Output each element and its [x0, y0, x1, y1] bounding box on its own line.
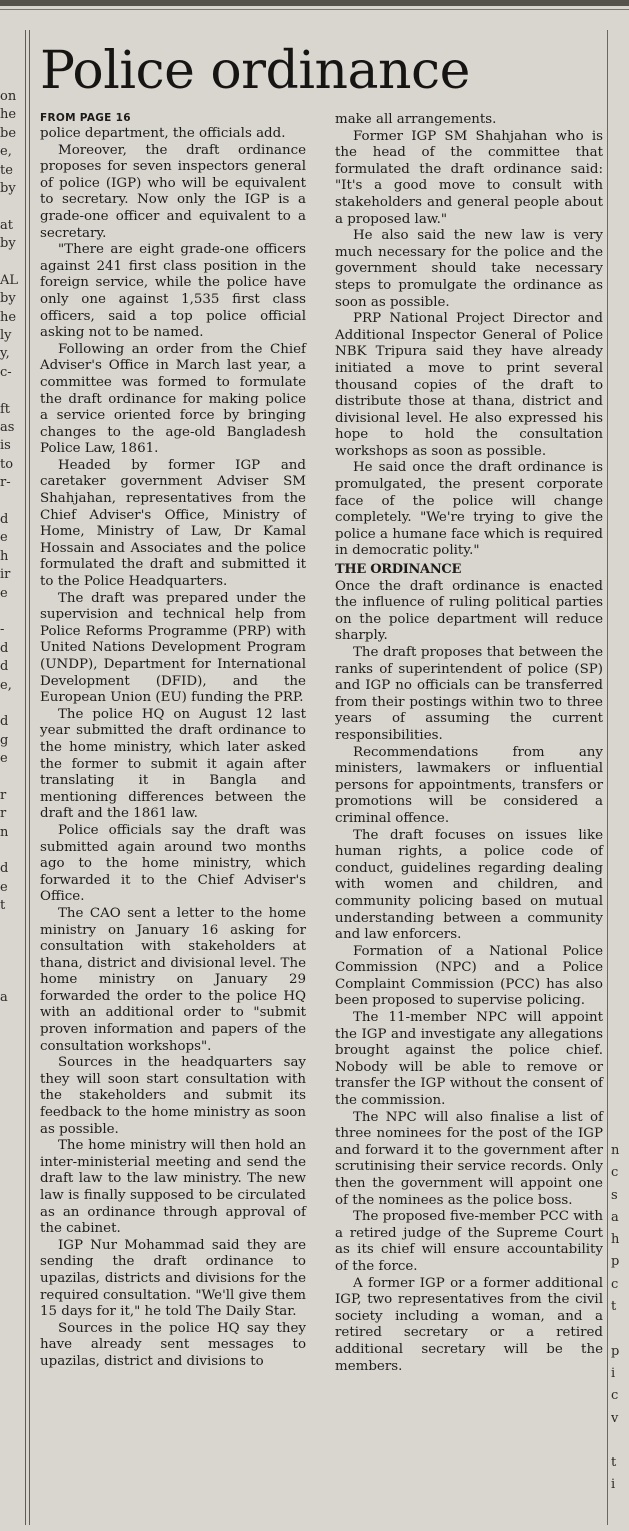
clipped-text-fragment: ir [0, 567, 11, 583]
clipped-text-fragment [0, 198, 20, 216]
clipped-text-fragment: i [611, 1365, 616, 1381]
clipped-text-fragment: y, [0, 346, 10, 362]
clipped-text-fragment [0, 254, 20, 272]
clipped-text-fragment: t [611, 1455, 617, 1471]
clipped-text-fragment: v [611, 1410, 619, 1426]
column-1-paragraphs [40, 126, 306, 1371]
article-paragraph: The 11-member NPC will appoint the IGP and investigate any allegations brought against the police chief. Nobody will be able to remove or transfer the IGP without the consent of the commission. [335, 1010, 603, 1109]
article-paragraph: "There are eight grade-one officers against 241 first class position in the foreign service, while the police have only one against 1,535 first class officers, said a top police official asking not to be named. [40, 242, 306, 341]
clipped-text-fragment: at [0, 217, 13, 233]
clipped-text-fragment: e, [0, 144, 12, 160]
column-divider-left-inner [29, 30, 30, 1525]
article-paragraph: Formation of a National Police Commission (NPC) and a Police Complaint Commission (PCC) has also been proposed to supervise policing. [335, 943, 603, 1009]
clipped-text-fragment: d [0, 659, 9, 675]
clipped-text-fragment: e [0, 751, 8, 767]
clipped-text-fragment [0, 842, 20, 860]
column-divider-right [607, 30, 608, 1525]
article-paragraph: Moreover, the draft ordinance proposes for seven inspectors general of police (IGP) who will be equivalent to secretary. Now only the IGP is a grade-one officer and equivalent to a secretary. [40, 142, 306, 241]
article-paragraph: He said once the draft ordinance is promulgated, the present corporate face of the police will change completely. "We're trying to give the police a humane face which is required in democratic polity." [335, 460, 603, 559]
adjacent-column-fragment-left [0, 88, 20, 1008]
clipped-text-fragment: e [0, 530, 8, 546]
article-paragraph: police department, the officials add. [40, 126, 286, 141]
clipped-text-fragment [0, 971, 20, 989]
clipped-text-fragment [0, 603, 20, 621]
clipped-text-fragment: by [0, 291, 16, 307]
clipped-text-fragment: d [0, 714, 9, 730]
clipped-text-fragment: r [0, 787, 7, 803]
clipped-text-fragment: c [611, 1276, 619, 1292]
top-thin-rule [0, 9, 629, 10]
article-paragraph: PRP National Project Director and Additional Inspector General of Police NBK Tripura said they have already initiated a move to print several thousand copies of the draft to distribute those at thana, district and divisional level. He also expressed his hope to hold the consultation workshops as soon as possible. [335, 311, 603, 459]
clipped-text-fragment: c [611, 1388, 619, 1404]
article-paragraph: The NPC will also finalise a list of three nominees for the post of the IGP and forward it to the government after scrutinising their service records. Only then the government will appoint one of the nominees as the police boss. [335, 1109, 603, 1208]
clipped-text-fragment: s [611, 1187, 618, 1203]
article-headline: Police ordinance [40, 41, 470, 101]
clipped-text-fragment: t [0, 898, 6, 914]
clipped-text-fragment [0, 695, 20, 713]
article-paragraph: Recommendations from any ministers, lawmakers or influential persons for appointments, transfers or promotions will be considered a criminal offence. [335, 744, 603, 826]
article-paragraph: Sources in the police HQ say they have already sent messages to upazilas, district and divisions to [40, 1320, 306, 1369]
clipped-text-fragment: d [0, 861, 9, 877]
article-paragraph: The home ministry will then hold an inter-ministerial meeting and send the draft law to the law ministry. The new law is finally supposed to be circulated as an ordinance through approval of the cabinet. [40, 1138, 306, 1237]
clipped-text-fragment: he [0, 107, 17, 123]
clipped-text-fragment [611, 1430, 629, 1452]
column-divider-left [25, 30, 26, 1525]
article-paragraph: Headed by former IGP and caretaker government Adviser SM Shahjahan, representatives from the Chief Adviser's Office, Ministry of Home, Ministry of Law, Dr Kamal Hossain and Associates and the police formulated the draft and submitted it to the Police Headquarters. [40, 457, 306, 590]
clipped-text-fragment [0, 916, 20, 934]
article-paragraph: Police officials say the draft was submitted again around two months ago to the home ministry, which forwarded it to the Chief Adviser's Office. [40, 822, 306, 905]
article-paragraph: The police HQ on August 12 last year submitted the draft ordinance to the home ministry, which later asked the former to submit it again after translating it in Bangla and mentioning differences between the draft and the 1861 law. [40, 706, 306, 822]
article-paragraph: Former IGP SM Shahjahan who is the head of the committee that formulated the draft ordinance said: "It's a good move to consult with stakeholders and general people about a proposed law." [335, 128, 603, 227]
clipped-text-fragment: c- [0, 364, 12, 380]
clipped-text-fragment: r- [0, 475, 11, 491]
clipped-text-fragment: on [0, 89, 17, 104]
article-column-1 [40, 112, 306, 1371]
article-column-2 [335, 112, 603, 1375]
jump-line-from-page: FROM PAGE 16 [40, 112, 131, 124]
clipped-text-fragment: te [0, 162, 13, 178]
article-paragraph: The draft focuses on issues like human rights, a police code of conduct, guidelines regarding dealing with women and children, and community policing based on mutual understanding between a community and law enforcers. [335, 827, 603, 943]
clipped-text-fragment: is [0, 438, 11, 454]
clipped-text-fragment: AL [0, 272, 19, 288]
clipped-text-fragment: a [611, 1209, 619, 1225]
clipped-text-fragment: p [611, 1343, 620, 1359]
clipped-text-fragment: c [611, 1165, 619, 1181]
column-2-paragraphs-top [335, 112, 603, 560]
clipped-text-fragment: e, [0, 677, 12, 693]
article-paragraph: make all arrangements. [335, 112, 497, 127]
clipped-text-fragment [0, 493, 20, 511]
clipped-text-fragment [0, 768, 20, 786]
article-paragraph: IGP Nur Mohammad said they are sending the draft ordinance to upazilas, districts and divisions for the required consultation. "We'll give them 15 days for it," he told The Daily Star. [40, 1237, 306, 1320]
article-paragraph: Following an order from the Chief Adviser's Office in March last year, a committee was formed to formulate the draft ordinance for making police a service oriented force by bringing changes to the age-old Bangladesh Police Law, 1861. [40, 341, 306, 457]
clipped-text-fragment: d [0, 511, 9, 527]
clipped-text-fragment [0, 952, 20, 970]
clipped-text-fragment: e [0, 879, 8, 895]
article-paragraph: The CAO sent a letter to the home ministry on January 16 asking for consultation with stakeholders at thana, district and divisional level. The home ministry on January 29 forwarded the order to the police HQ with an additional order to "submit proven information and papers of the consultation workshops". [40, 905, 306, 1054]
clipped-text-fragment: - [0, 622, 5, 638]
clipped-text-fragment: by [0, 236, 16, 252]
article-paragraph: Once the draft ordinance is enacted the influence of ruling political parties on the police department will reduce sharply. [335, 578, 603, 644]
clipped-text-fragment: a [0, 990, 8, 1006]
clipped-text-fragment: p [611, 1254, 620, 1270]
article-paragraph: He also said the new law is very much necessary for the police and the government should take necessary steps to promulgate the ordinance as soon as possible. [335, 228, 603, 310]
section-subhead: THE ORDINANCE [335, 562, 462, 578]
clipped-text-fragment: i [611, 1477, 616, 1493]
clipped-text-fragment [611, 1318, 629, 1340]
clipped-text-fragment: by [0, 180, 16, 196]
clipped-text-fragment: h [0, 548, 9, 564]
adjacent-column-fragment-right [611, 1140, 629, 1497]
clipped-text-fragment: as [0, 420, 15, 436]
clipped-text-fragment: e [0, 585, 8, 601]
clipped-text-fragment: ly [0, 328, 12, 344]
clipped-text-fragment: ft [0, 401, 11, 417]
clipped-text-fragment: n [611, 1143, 620, 1158]
article-paragraph: The proposed five-member PCC with a retired judge of the Supreme Court as its chief will ensure accountability of the force. [335, 1209, 603, 1274]
clipped-text-fragment: d [0, 640, 9, 656]
article-paragraph: Sources in the headquarters say they will soon start consultation with the stakeholders and submit its feedback to the home ministry as soon as possible. [40, 1055, 306, 1137]
clipped-text-fragment: r [0, 806, 7, 822]
column-2-paragraphs-bottom [335, 579, 603, 1376]
article-paragraph: The draft was prepared under the supervision and technical help from Police Reforms Programme (PRP) with United Nations Development Program (UNDP), Department for International Development (DFID), and the European Union (EU) funding the PRP. [40, 590, 306, 706]
clipped-text-fragment: n [0, 824, 9, 840]
clipped-text-fragment: he [0, 309, 17, 325]
clipped-text-fragment [0, 934, 20, 952]
clipped-text-fragment: be [0, 125, 17, 141]
clipped-text-fragment [0, 382, 20, 400]
article-paragraph: The draft proposes that between the ranks of superintendent of police (SP) and IGP no officials can be transferred from their postings within two to three years of assuming the current responsibilities. [335, 645, 603, 743]
article-paragraph: A former IGP or a former additional IGP, two representatives from the civil society including a woman, and a retired secretary or a retired additional secretary will be the members. [335, 1275, 603, 1374]
clipped-text-fragment: h [611, 1232, 620, 1248]
clipped-text-fragment: to [0, 456, 14, 472]
top-border-rule [0, 0, 629, 6]
clipped-text-fragment: g [0, 732, 9, 748]
clipped-text-fragment: t [611, 1299, 617, 1315]
